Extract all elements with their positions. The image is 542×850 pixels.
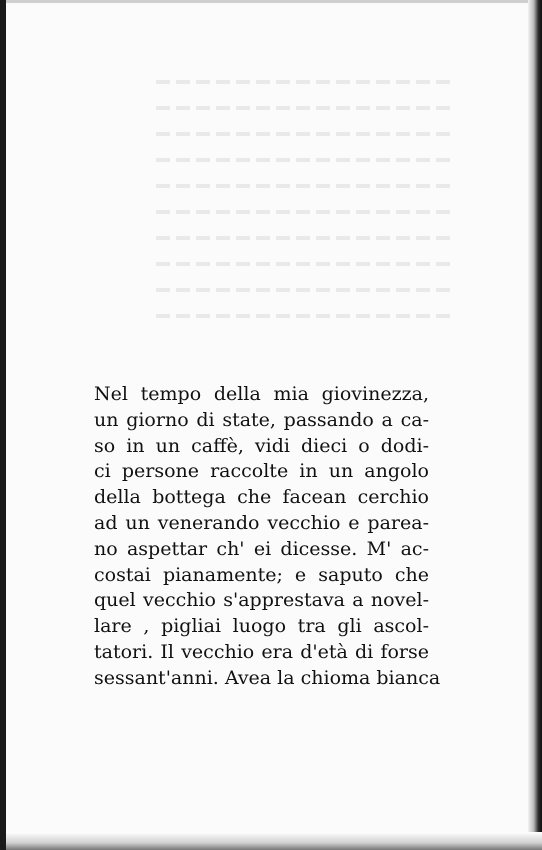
page-right-edge [528,0,542,850]
text-line-6: ad un venerando vecchio e parea- [94,511,429,534]
text-line-12: sessant'anni. Avea la chioma bianca [94,666,441,689]
text-line-4: ci persone raccolte in un angolo [94,460,429,483]
text-line-5: della bottega che facean cerchio [94,486,429,509]
show-through-text [156,80,456,380]
passage-text [94,382,441,692]
text-line-10: lare , pigliai luogo tra gli ascol- [94,615,429,638]
text-line-2: un giorno di state, passando a ca- [94,408,429,431]
text-line-9: quel vecchio s'apprestava a novel- [94,589,429,612]
text-line-8: costai pianamente; e saputo che [94,563,429,586]
text-line-11: tatori. Il vecchio era d'età di forse [94,640,429,663]
page-top-edge [6,0,542,3]
text-line-1: Nel tempo della mia giovinezza, [94,383,429,405]
text-line-3: so in un caffè, vidi dieci o dodi- [94,434,429,457]
text-line-7: no aspettar ch' ei dicesse. M' ac- [94,537,429,560]
page-bottom-edge [6,832,542,850]
